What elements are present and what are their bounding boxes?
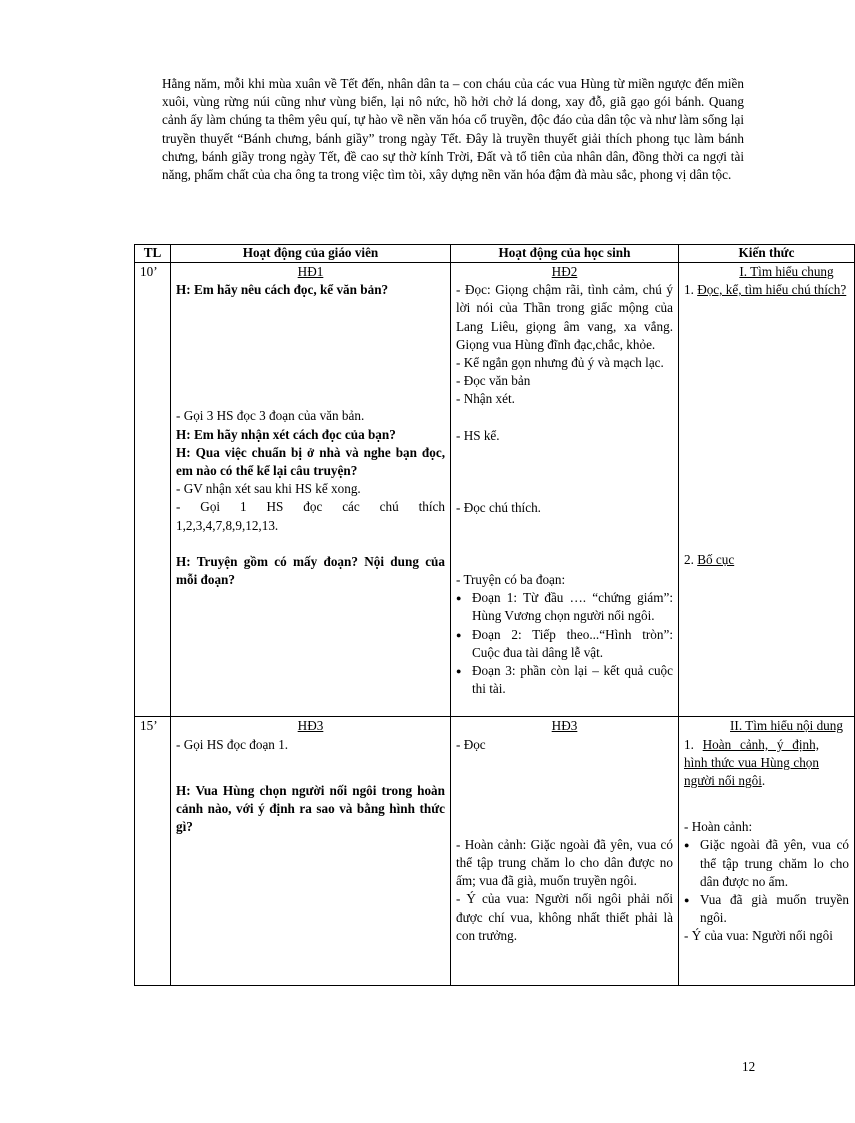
row1-gv-q3: H: Em hãy nhận xét cách đọc của bạn? <box>176 426 396 442</box>
row1-kt-1-num: 1. <box>684 282 698 298</box>
row2-knowledge-cell <box>679 717 855 986</box>
header-student: Hoạt động của học sinh <box>451 245 679 263</box>
header-tl: TL <box>135 245 171 263</box>
page-number: 12 <box>742 1059 756 1074</box>
row1-gv-q1: H: Em hãy nêu cách đọc, kể văn bản? <box>176 282 389 298</box>
table-row <box>135 263 855 717</box>
row2-gv-q2: H: Vua Hùng chọn người nối ngôi trong hoàn cảnh nào, với ý định ra sao và bằng hình thức gì? <box>176 782 445 835</box>
row1-hs-list <box>456 589 673 698</box>
row2-hs-a3: - Ý của vua: Người nối ngôi phải nối được chí vua, không nhất thiết phải là con trưởng. <box>456 891 673 943</box>
lesson-table-wrapper <box>134 244 849 1044</box>
row2-gv-title: HĐ3 <box>297 718 324 734</box>
list-item: ● Đoạn 2: Tiếp theo...“Hình tròn”: Cuộc đua tài dâng lễ vật. <box>456 626 673 662</box>
row1-hs-a2: - Kể ngắn gọn nhưng đủ ý và mạch lạc. <box>456 355 664 371</box>
row2-hs-title: HĐ3 <box>551 718 578 734</box>
row2-hs-a2: - Hoàn cảnh: Giặc ngoài đã yên, vua có thể tập trung chăm lo cho dân được no ấm; vua đã già, muốn truyền ngôi. <box>456 836 673 889</box>
row1-kt-2-text: Bố cục <box>697 552 735 568</box>
row2-kt-1-num: 1. <box>684 736 703 752</box>
row2-kt-a1: - Hoàn cảnh: <box>684 819 753 835</box>
row2-kt-title-text: II. Tìm hiểu nội dung <box>730 718 843 734</box>
row1-kt-2-num: 2. <box>684 552 698 568</box>
row2-time: 15’ <box>135 717 171 986</box>
row2-kt-1-end: . <box>761 773 766 789</box>
row1-kt-title <box>684 263 849 281</box>
row1-hs-a7: - Truyện có ba đoạn: <box>456 572 566 588</box>
row1-kt-1 <box>684 281 849 299</box>
row1-gv-a5: - GV nhận xét sau khi HS kể xong. <box>176 481 361 497</box>
row1-kt-2 <box>684 551 849 569</box>
row1-gv-title: HĐ1 <box>297 264 324 279</box>
row1-hs-a6: - Đọc chú thích. <box>456 499 541 515</box>
row1-hs-a4: - Nhận xét. <box>456 391 515 407</box>
row2-student-cell <box>451 717 679 986</box>
row2-kt-1 <box>684 736 819 791</box>
row1-hs-title: HĐ2 <box>551 264 578 279</box>
row1-kt-title-text: I. Tìm hiểu chung <box>739 264 834 279</box>
list-item: ● Giặc ngoài đã yên, vua có thể tập trung chăm lo cho dân được no ấm. <box>684 836 849 891</box>
header-teacher: Hoạt động của giáo viên <box>171 245 451 263</box>
lesson-table <box>134 244 855 986</box>
row1-hs-a1: - Đọc: Giọng chậm rãi, tình cảm, chú ý lời nói của Thần trong giấc mộng của Lang Liêu, giọng âm vang, xa vắng. Giọng vua Hùng đĩnh đạc,chắc, khỏe. <box>456 282 673 352</box>
row1-hs-a3: - Đọc văn bản <box>456 373 531 389</box>
list-item: ● Đoạn 3: phần còn lại – kết quả cuộc thi tài. <box>456 662 673 698</box>
row2-kt-1-text: Hoàn cảnh, ý định, hình thức vua Hùng chọn người nối ngôi <box>684 736 820 789</box>
list-item: ● Đoạn 1: Từ đầu …. “chứng giám”: Hùng Vương chọn người nối ngôi. <box>456 589 673 625</box>
row2-hs-a1: - Đọc <box>456 736 486 752</box>
row2-gv-a1: - Gọi HS đọc đoạn 1. <box>176 736 289 752</box>
header-knowledge: Kiến thức <box>679 245 855 263</box>
row1-teacher-cell <box>171 263 451 717</box>
row1-hs-a5: - HS kể. <box>456 427 500 443</box>
intro-paragraph: Hằng năm, mỗi khi mùa xuân về Tết đến, nhân dân ta – con cháu của các vua Hùng từ miền ngược đến miền xuôi, vùng rừng núi cũng như vùng biển, lại nô nức, hồ hởi chở lá dong, xay đỗ, giã gạo gói bánh. Quang cảnh ấy làm chúng ta thêm yêu quí, tự hào về nền văn hóa cổ truyền, độc đáo của dân tộc và như làm sống lại truyền thuyết “Bánh chưng, bánh giầy” trong ngày Tết. Đây là truyền thuyết giải thích phong tục làm bánh chưng, bánh giầy trong ngày Tết, đề cao sự thờ kính Trời, Đất và tổ tiên của nhân dân, đồng thời ca ngợi tài năng, phẩm chất của cha ông ta trong việc tìm tòi, xây dựng nền văn hóa đậm đà màu sắc, phong vị dân tộc. <box>162 76 744 183</box>
row1-gv-a2: - Gọi 3 HS đọc 3 đoạn của văn bản. <box>176 408 365 424</box>
table-header-row <box>135 245 855 263</box>
row1-knowledge-cell <box>679 263 855 717</box>
row1-student-cell <box>451 263 679 717</box>
row1-gv-a6: - Gọi 1 HS đọc các chú thích 1,2,3,4,7,8,9,12,13. <box>176 499 445 533</box>
row1-kt-1-text: Đọc, kể, tìm hiểu chú thích? <box>697 282 847 298</box>
row2-kt-a2: - Ý của vua: Người nối ngôi <box>684 928 833 944</box>
row2-kt-list <box>684 836 849 927</box>
row2-teacher-cell <box>171 717 451 986</box>
row2-kt-title <box>684 717 849 735</box>
row1-time: 10’ <box>135 263 171 717</box>
row1-gv-q4: H: Qua việc chuẩn bị ở nhà và nghe bạn đọc, em nào có thể kể lại câu truyện? <box>176 444 445 479</box>
list-item: ● Vua đã già muốn truyền ngôi. <box>684 891 849 927</box>
row1-gv-q7: H: Truyện gồm có mấy đoạn? Nội dung của mỗi đoạn? <box>176 553 445 588</box>
table-row <box>135 717 855 986</box>
